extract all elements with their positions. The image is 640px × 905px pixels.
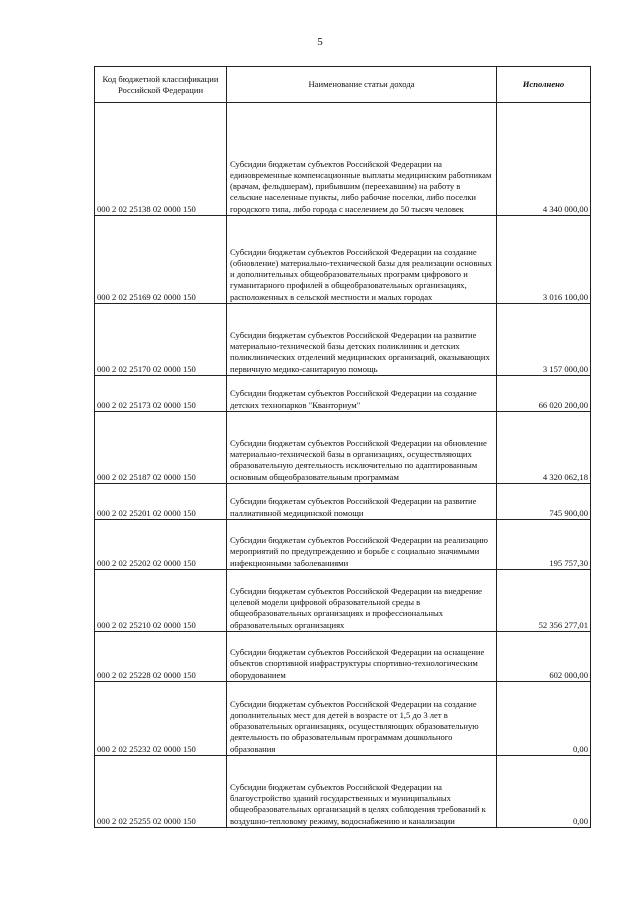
row-amount: 3 016 100,00 <box>497 216 591 304</box>
table-row <box>95 103 591 216</box>
table-row <box>95 520 591 570</box>
row-code: 000 2 02 25201 02 0000 150 <box>95 484 227 520</box>
row-code: 000 2 02 25210 02 0000 150 <box>95 570 227 632</box>
row-name: Субсидии бюджетам субъектов Российской Федерации на внедрение целевой модели цифровой образовательной среды в общеобразовательных организациях и профессиональных образовательных организациях <box>227 570 497 632</box>
row-name: Субсидии бюджетам субъектов Российской Федерации на создание дополнительных мест для детей в возрасте от 1,5 до 3 лет в образовательных организациях, осуществляющих образовательную деятельность по образовательным программам дошкольного образования <box>227 682 497 756</box>
row-code: 000 2 02 25169 02 0000 150 <box>95 216 227 304</box>
row-name: Субсидии бюджетам субъектов Российской Федерации на оснащение объектов спортивной инфраструктуры спортивно-технологическим оборудованием <box>227 632 497 682</box>
row-code: 000 2 02 25170 02 0000 150 <box>95 304 227 376</box>
table-row <box>95 756 591 828</box>
row-name: Субсидии бюджетам субъектов Российской Федерации на благоустройство зданий государственных и муниципальных общеобразовательных организаций в целях соблюдения требований к воздушно-тепловому режиму, водоснабжению и канализации <box>227 756 497 828</box>
row-name: Субсидии бюджетам субъектов Российской Федерации на создание детских технопарков "Кванториум" <box>227 376 497 412</box>
table-row <box>95 304 591 376</box>
row-amount: 602 000,00 <box>497 632 591 682</box>
row-name: Субсидии бюджетам субъектов Российской Федерации на единовременные компенсационные выплаты медицинским работникам (врачам, фельдшерам), прибывшим (переехавшим) на работу в сельские населенные пункты, либо рабочие поселки, либо поселки городского типа, либо города с населением до 50 тысяч человек <box>227 103 497 216</box>
row-amount: 52 356 277,01 <box>497 570 591 632</box>
table-row <box>95 216 591 304</box>
row-code: 000 2 02 25255 02 0000 150 <box>95 756 227 828</box>
row-name: Субсидии бюджетам субъектов Российской Федерации на развитие материально-технической базы детских поликлиник и детских поликлинических отделений медицинских организаций, оказывающих первичную медико-санитарную помощь <box>227 304 497 376</box>
table-header-row <box>95 67 591 103</box>
row-name: Субсидии бюджетам субъектов Российской Федерации на реализацию мероприятий по предупреждению и борьбе с социально значимыми инфекционными заболеваниями <box>227 520 497 570</box>
row-amount: 4 320 062,18 <box>497 412 591 484</box>
table-row <box>95 412 591 484</box>
row-code: 000 2 02 25232 02 0000 150 <box>95 682 227 756</box>
page-number: 5 <box>317 36 323 48</box>
row-name: Субсидии бюджетам субъектов Российской Федерации на обновление материально-технической базы в организациях, осуществляющих образовательную деятельность исключительно по адаптированным основным общеобразовательным программам <box>227 412 497 484</box>
row-code: 000 2 02 25187 02 0000 150 <box>95 412 227 484</box>
row-amount: 0,00 <box>497 756 591 828</box>
table-row <box>95 484 591 520</box>
row-code: 000 2 02 25173 02 0000 150 <box>95 376 227 412</box>
table-row <box>95 376 591 412</box>
row-code: 000 2 02 25228 02 0000 150 <box>95 632 227 682</box>
row-name: Субсидии бюджетам субъектов Российской Федерации на создание (обновление) материально-технической базы для реализации основных и дополнительных общеобразовательных программ цифрового и гуманитарного профилей в общеобразовательных организациях, расположенных в сельской местности и малых городах <box>227 216 497 304</box>
row-name: Субсидии бюджетам субъектов Российской Федерации на развитие паллиативной медицинской помощи <box>227 484 497 520</box>
header-name: Наименование статьи дохода <box>227 67 497 103</box>
row-code: 000 2 02 25138 02 0000 150 <box>95 103 227 216</box>
revenue-table <box>94 66 591 828</box>
header-amount: Исполнено <box>497 67 591 103</box>
table-row <box>95 682 591 756</box>
row-amount: 4 340 000,00 <box>497 103 591 216</box>
row-amount: 745 900,00 <box>497 484 591 520</box>
row-amount: 0,00 <box>497 682 591 756</box>
table-row <box>95 570 591 632</box>
header-code: Код бюджетной классификации Российской Федерации <box>95 67 227 103</box>
row-amount: 66 020 200,00 <box>497 376 591 412</box>
table-row <box>95 632 591 682</box>
row-code: 000 2 02 25202 02 0000 150 <box>95 520 227 570</box>
row-amount: 195 757,30 <box>497 520 591 570</box>
row-amount: 3 157 000,00 <box>497 304 591 376</box>
